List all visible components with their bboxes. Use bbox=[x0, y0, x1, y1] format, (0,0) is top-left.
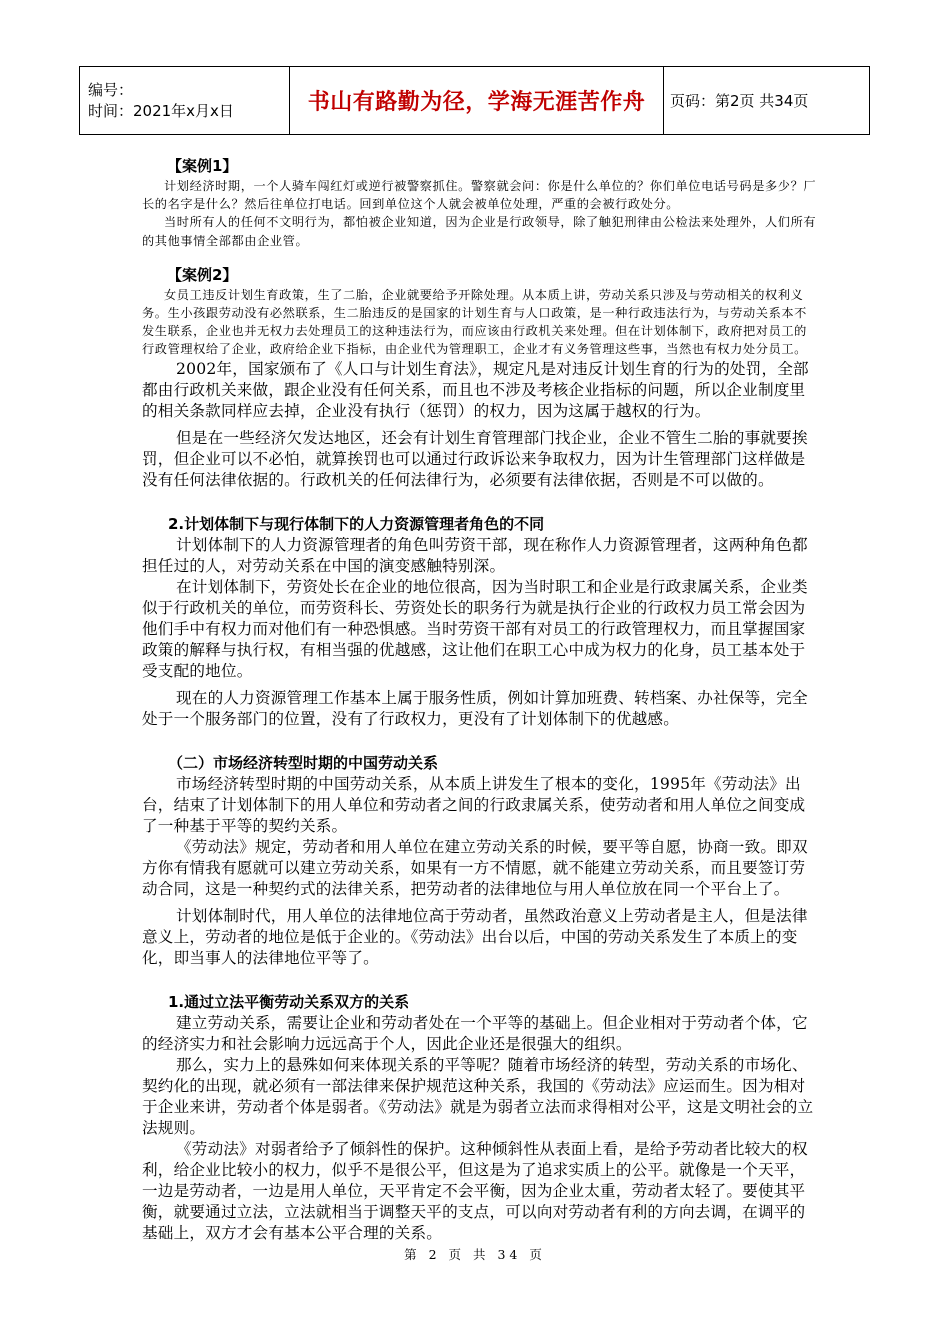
section2-paragraph-3: 现在的人力资源管理工作基本上属于服务性质，例如计算加班费、转档案、办社保等，完全处于一个服务部门的位置，没有了行政权力，更没有了计划体制下的优越感。 bbox=[142, 688, 808, 728]
page-footer: 第 2 页 共 34 页 bbox=[404, 1247, 546, 1262]
section2-paragraph-2: 在计划体制下，劳资处长在企业的地位很高，因为当时职工和企业是行政隶属关系，企业类似于行政机关的单位，而劳资科长、劳资处长的职务行为就是执行企业的行政权力员工常会因为他们手中有权力而对他们有一种恐惧感。当时劳资干部有对员工的行政管理权力，而且掌握国家政策的解释与执行权，有相当强的优越感，这让他们在职工心中成为权力的化身，员工基本处于受支配的地位。 bbox=[142, 577, 808, 680]
header-meta-cell bbox=[80, 67, 290, 135]
document-date-label: 时间：2021年x月x日 bbox=[88, 101, 234, 120]
section-b-heading: （二）市场经济转型时期的中国劳动关系 bbox=[168, 753, 439, 772]
section-b-paragraph-1: 市场经济转型时期的中国劳动关系，从本质上讲发生了根本的变化，1995年《劳动法》出台，结束了计划体制下的用人单位和劳动者之间的行政隶属关系，使劳动者和用人单位之间变成了一种基于平等的契约关系。 bbox=[142, 774, 806, 835]
section1-paragraph-1: 建立劳动关系，需要让企业和劳动者处在一个平等的基础上。但企业相对于劳动者个体，它的经济实力和社会影响力远远高于个人，因此企业还是很强大的组织。 bbox=[142, 1013, 808, 1053]
case1-paragraph-2: 当时所有人的任何不文明行为，都怕被企业知道，因为企业是行政领导，除了触犯刑律由公检法来处理外，人们所有的其他事情全部都由企业管。 bbox=[142, 215, 817, 248]
section-b-paragraph-3: 计划体制时代，用人单位的法律地位高于劳动者，虽然政治意义上劳动者是主人，但是法律意义上，劳动者的地位是低于企业的。《劳动法》出台以后，中国的劳动关系发生了本质上的变化，即当事人的法律地位平等了。 bbox=[142, 906, 808, 967]
header-table bbox=[79, 66, 870, 135]
section2-paragraph-1: 计划体制下的人力资源管理者的角色叫劳资干部，现在称作人力资源管理者，这两种角色都担任过的人，对劳动关系在中国的演变感触特别深。 bbox=[142, 535, 808, 575]
case2-paragraph-1: 2002年，国家颁布了《人口与计划生育法》，规定凡是对违反计划生育的行为的处罚，全部都由行政机关来做，跟企业没有任何关系，而且也不涉及考核企业指标的问题，所以企业制度里的相关条款同样应去掉，企业没有执行（惩罚）的权力，因为这属于越权的行为。 bbox=[142, 359, 809, 420]
header-page-info: 页码：第2页 共34页 bbox=[664, 67, 870, 135]
document-number-label: 编号： bbox=[88, 80, 134, 99]
case1-paragraph-1: 计划经济时期，一个人骑车闯红灯或逆行被警察抓住。警察就会问：你是什么单位的？你们单位电话号码是多少？厂长的名字是什么？然后往单位打电话。回到单位这个人就会被单位处理，严重的会被行政处分。 bbox=[142, 179, 817, 212]
section1-paragraph-3: 《劳动法》对弱者给予了倾斜性的保护。这种倾斜性从表面上看，是给予劳动者比较大的权利，给企业比较小的权力，似乎不是很公平，但这是为了追求实质上的公平。就像是一个天平，一边是劳动者，一边是用人单位，天平肯定不会平衡，因为企业太重，劳动者太轻了。要使其平衡，就要通过立法，立法就相当于调整天平的支点，可以向对劳动者有利的方向去调，在调平的基础上，双方才会有基本公平合理的关系。 bbox=[142, 1139, 808, 1242]
section1-paragraph-2: 那么，实力上的悬殊如何来体现关系的平等呢？随着市场经济的转型，劳动关系的市场化、契约化的出现，就必须有一部法律来保护规范这种关系，我国的《劳动法》应运而生。因为相对于企业来讲，劳动者个体是弱者。《劳动法》就是为弱者立法而求得相对公平，这是文明社会的立法规则。 bbox=[142, 1055, 814, 1137]
section1-heading: 1.通过立法平衡劳动关系双方的关系 bbox=[168, 992, 410, 1011]
case2-paragraph-2: 但是在一些经济欠发达地区，还会有计划生育管理部门找企业，企业不管生二胎的事就要挨罚，但企业可以不必怕，就算挨罚也可以通过行政诉讼来争取权力，因为计生管理部门这样做是没有任何法律依据的。行政机关的任何法律行为，必须要有法律依据，否则是不可以做的。 bbox=[142, 428, 808, 489]
document-body bbox=[142, 155, 819, 1244]
section2-heading: 2.计划体制下与现行体制下的人力资源管理者角色的不同 bbox=[168, 514, 545, 533]
case1-title: 【案例1】 bbox=[167, 157, 238, 175]
section-b-paragraph-2: 《劳动法》规定，劳动者和用人单位在建立劳动关系的时候，要平等自愿，协商一致。即双方你有情我有愿就可以建立劳动关系，如果有一方不情愿，就不能建立劳动关系，而且要签订劳动合同，这是一种契约式的法律关系，把劳动者的法律地位与用人单位放在同一个平台上了。 bbox=[142, 837, 808, 898]
case2-title: 【案例2】 bbox=[167, 265, 238, 284]
header-motto: 书山有路勤为径，学海无涯苦作舟 bbox=[290, 67, 664, 135]
case2-small-paragraph: 女员工违反计划生育政策，生了二胎，企业就要给予开除处理。从本质上讲，劳动关系只涉及与劳动相关的权利义务。生小孩跟劳动没有必然联系，生二胎违反的是国家的计划生育与人口政策，是一种行政违法行为，与劳动关系本不发生联系，企业也并无权力去处理员工的这种违法行为，而应该由行政机关来处理。但在计划体制下，政府把对员工的行政管理权给了企业，政府给企业下指标，由企业代为管理职工，企业才有义务管理这些事，当然也有权力处分员工。 bbox=[142, 287, 807, 357]
